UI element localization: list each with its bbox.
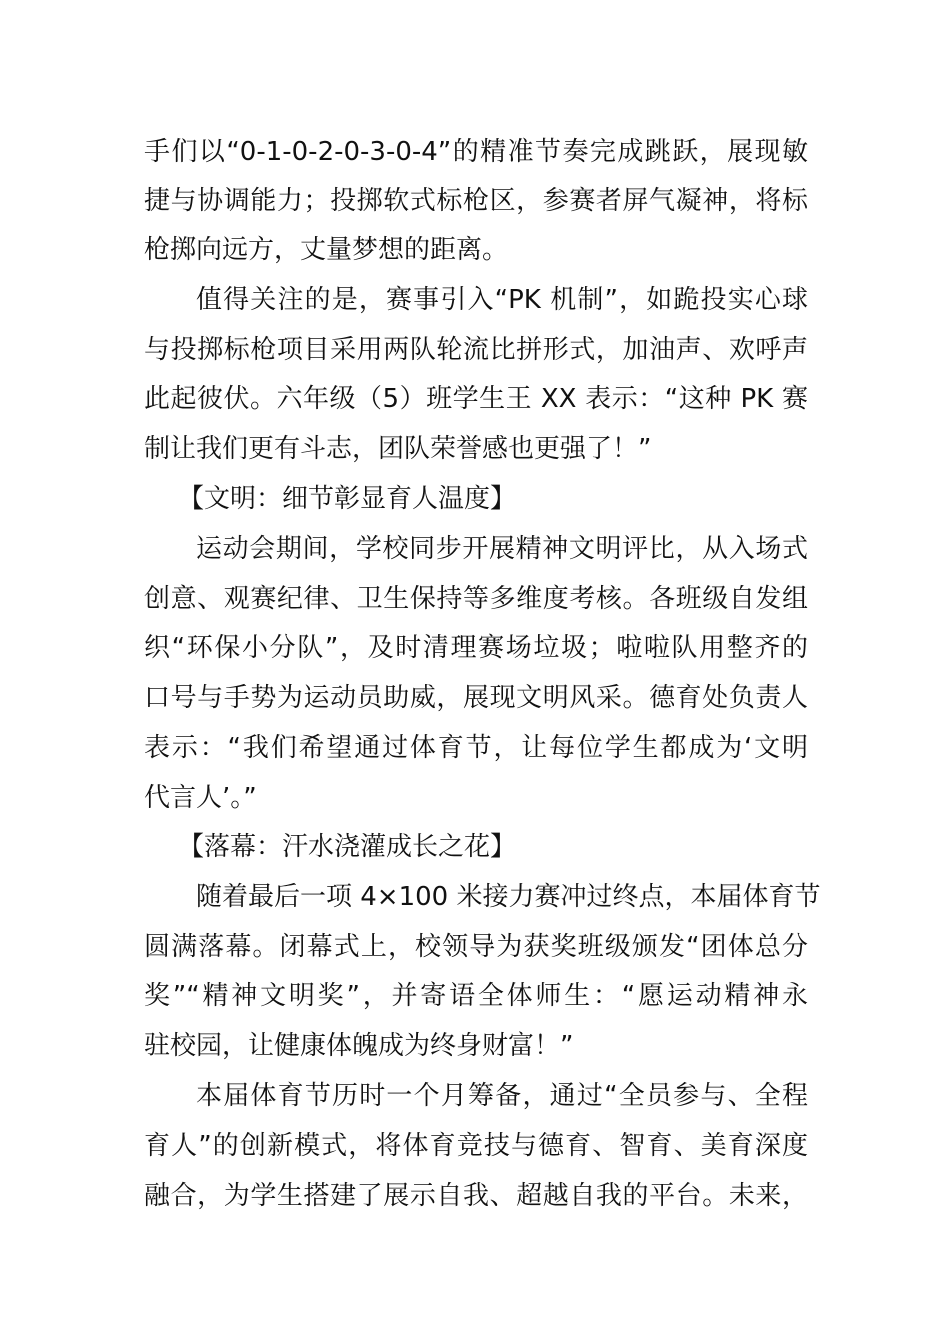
section-heading: 【文明：细节彰显育人温度】 <box>178 484 517 514</box>
paragraph-first-line: 本届体育节历时一个月筹备，通过“全员参与、全程 <box>196 1081 808 1111</box>
body-text-line: 此起彼伏。六年级（5）班学生王 XX 表示：“这种 PK 赛 <box>144 384 808 414</box>
paragraph-first-line: 运动会期间，学校同步开展精神文明评比，从入场式 <box>196 534 808 564</box>
body-text-line: 枪掷向远方，丈量梦想的距离。 <box>144 235 509 265</box>
section-heading: 【落幕：汗水浇灌成长之花】 <box>178 832 517 862</box>
body-text-line: 口号与手势为运动员助威，展现文明风采。德育处负责人 <box>144 683 808 713</box>
paragraph-first-line: 随着最后一项 4×100 米接力赛冲过终点，本届体育节 <box>196 882 821 912</box>
body-text-line: 捷与协调能力；投掷软式标枪区，参赛者屏气凝神，将标 <box>144 186 808 216</box>
body-text-line: 创意、观赛纪律、卫生保持等多维度考核。各班级自发组 <box>144 584 808 614</box>
body-text-line: 奖”“精神文明奖”，并寄语全体师生：“愿运动精神永 <box>144 981 808 1011</box>
body-text-line: 育人”的创新模式，将体育竞技与德育、智育、美育深度 <box>144 1131 808 1161</box>
body-text-line: 代言人’。” <box>144 783 257 813</box>
body-text-line: 织“环保小分队”，及时清理赛场垃圾；啦啦队用整齐的 <box>144 633 808 663</box>
body-text-line: 融合，为学生搭建了展示自我、超越自我的平台。未来， <box>144 1181 808 1211</box>
body-text-line: 驻校园，让健康体魄成为终身财富！” <box>144 1031 574 1061</box>
body-text-line: 手们以“0-1-0-2-0-3-0-4”的精准节奏完成跳跃，展现敏 <box>144 137 808 167</box>
body-text-line: 与投掷标枪项目采用两队轮流比拼形式，加油声、欢呼声 <box>144 335 808 365</box>
body-text-line: 制让我们更有斗志，团队荣誉感也更强了！” <box>144 434 652 464</box>
body-text-line: 圆满落幕。闭幕式上，校领导为获奖班级颁发“团体总分 <box>144 932 808 962</box>
body-text-line: 表示：“我们希望通过体育节，让每位学生都成为‘文明 <box>144 733 808 763</box>
paragraph-first-line: 值得关注的是，赛事引入“PK 机制”，如跪投实心球 <box>196 285 808 315</box>
